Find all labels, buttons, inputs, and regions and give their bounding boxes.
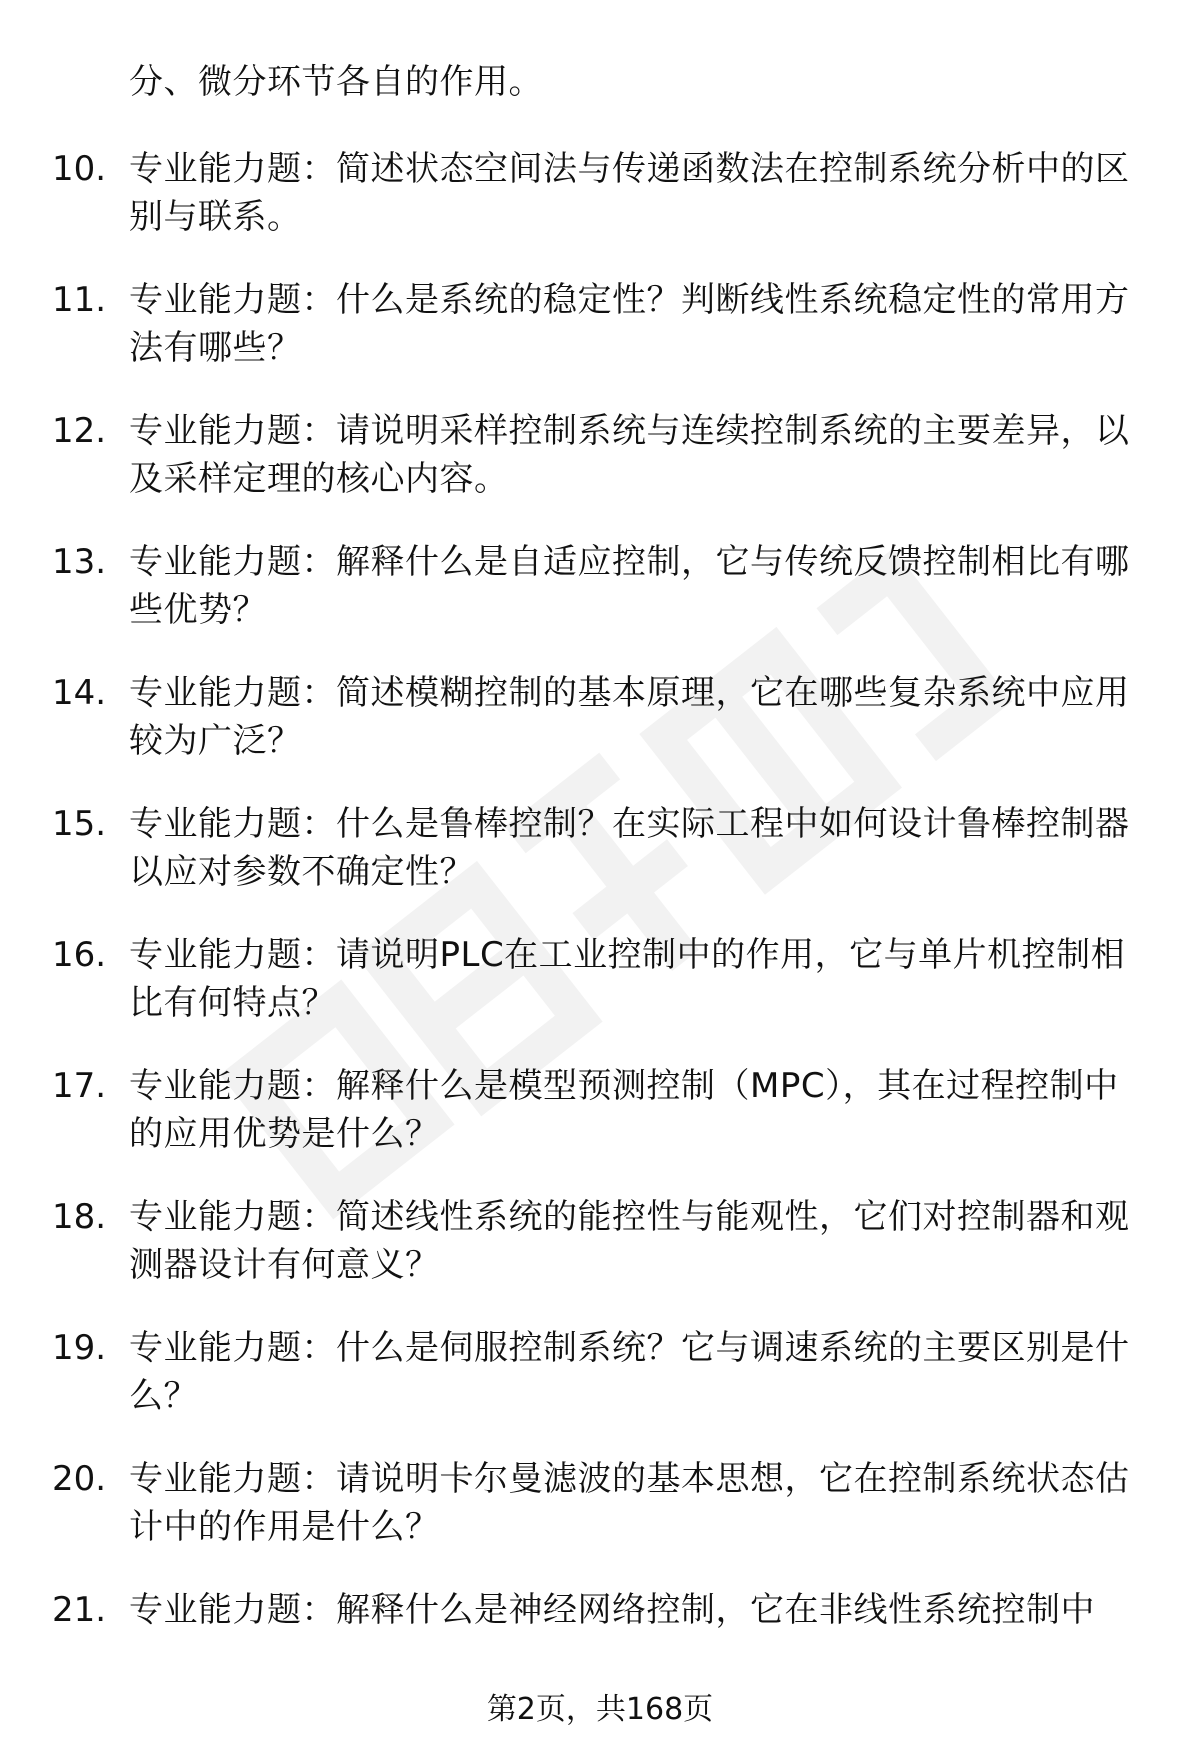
list-item bbox=[0, 407, 1200, 538]
question-number: 14. bbox=[52, 673, 107, 713]
list-item bbox=[0, 1324, 1200, 1455]
list-item bbox=[0, 276, 1200, 407]
question-number: 10. bbox=[52, 149, 107, 189]
list-item bbox=[0, 669, 1200, 800]
question-number: 20. bbox=[52, 1459, 107, 1499]
question-number: 21. bbox=[52, 1590, 107, 1630]
list-item bbox=[0, 800, 1200, 931]
question-number: 13. bbox=[52, 542, 107, 582]
question-text: 专业能力题：解释什么是模型预测控制（MPC），其在过程控制中的应用优势是什么？ bbox=[129, 1066, 1119, 1154]
question-text: 专业能力题：什么是伺服控制系统？它与调速系统的主要区别是什么？ bbox=[129, 1328, 1130, 1416]
question-number: 12. bbox=[52, 411, 107, 451]
question-list bbox=[0, 145, 1200, 1717]
question-text: 专业能力题：简述模糊控制的基本原理，它在哪些复杂系统中应用较为广泛？ bbox=[129, 673, 1130, 761]
list-item bbox=[0, 931, 1200, 1062]
question-number: 16. bbox=[52, 935, 107, 975]
list-item bbox=[0, 1193, 1200, 1324]
page-footer: 第2页，共168页 bbox=[486, 1692, 714, 1727]
question-number: 15. bbox=[52, 804, 107, 844]
question-text: 专业能力题：解释什么是神经网络控制，它在非线性系统控制中 bbox=[129, 1590, 1095, 1630]
question-text: 专业能力题：解释什么是自适应控制，它与传统反馈控制相比有哪些优势？ bbox=[129, 542, 1130, 630]
question-number: 17. bbox=[52, 1066, 107, 1106]
question-text: 专业能力题：什么是鲁棒控制？在实际工程中如何设计鲁棒控制器以应对参数不确定性？ bbox=[129, 804, 1130, 892]
question-text: 专业能力题：请说明卡尔曼滤波的基本思想，它在控制系统状态估计中的作用是什么？ bbox=[129, 1459, 1130, 1547]
list-item bbox=[0, 1455, 1200, 1586]
question-text: 专业能力题：请说明PLC在工业控制中的作用，它与单片机控制相比有何特点？ bbox=[129, 935, 1126, 1023]
continuation-line: 分、微分环节各自的作用。 bbox=[129, 62, 543, 102]
list-item bbox=[0, 1062, 1200, 1193]
question-text: 专业能力题：请说明采样控制系统与连续控制系统的主要差异，以及采样定理的核心内容。 bbox=[129, 411, 1130, 499]
question-number: 19. bbox=[52, 1328, 107, 1368]
question-text: 专业能力题：简述状态空间法与传递函数法在控制系统分析中的区别与联系。 bbox=[129, 149, 1130, 237]
question-text: 专业能力题：简述线性系统的能控性与能观性，它们对控制器和观测器设计有何意义？ bbox=[129, 1197, 1130, 1285]
list-item bbox=[0, 538, 1200, 669]
question-text: 专业能力题：什么是系统的稳定性？判断线性系统稳定性的常用方法有哪些？ bbox=[129, 280, 1130, 368]
question-number: 18. bbox=[52, 1197, 107, 1237]
list-item bbox=[0, 145, 1200, 276]
question-number: 11. bbox=[52, 280, 107, 320]
